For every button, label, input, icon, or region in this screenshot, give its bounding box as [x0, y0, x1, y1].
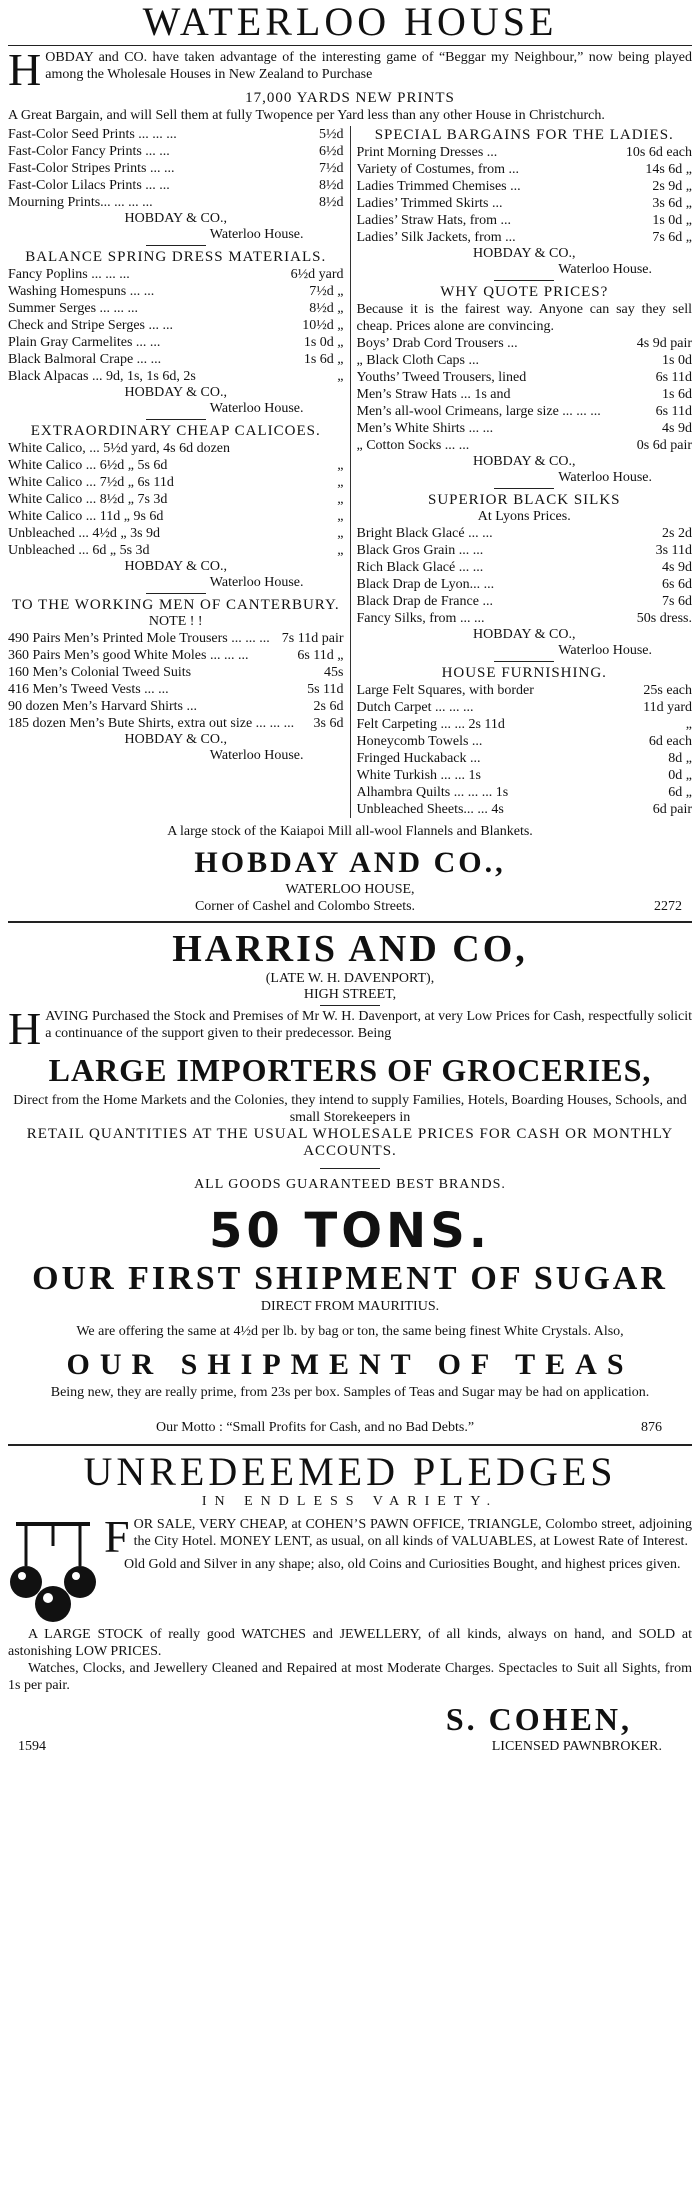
harris-dropcap: H — [8, 1003, 42, 1054]
teas-text: Being new, they are really prime, from 23s per box. Samples of Teas and Sugar may be had on application. — [50, 1385, 650, 1400]
harris-number: 876 — [641, 1420, 662, 1435]
item-description: 490 Pairs Men’s Printed Mole Trousers ... ... ... — [8, 631, 270, 646]
why-list — [357, 335, 693, 454]
item-description: Summer Serges ... ... ... — [8, 301, 139, 316]
item-description: Fancy Poplins ... ... ... — [8, 267, 130, 282]
item-description: Dutch Carpet ... ... ... — [356, 700, 474, 715]
item-description: Felt Carpeting ... ... 2s 11d — [356, 717, 505, 732]
item-description: White Calico ... 11d „ 9s 6d — [8, 509, 164, 524]
price-row — [357, 229, 693, 246]
price-row — [357, 369, 693, 386]
item-description: Unbleached Sheets... ... 4s — [356, 802, 504, 817]
price-row — [8, 681, 344, 698]
item-description: Fancy Silks, from ... ... — [356, 611, 485, 626]
item-description: „ Cotton Socks ... ... — [356, 438, 470, 453]
signature: HOBDAY & CO., — [124, 211, 227, 226]
item-price: 2s 9d „ — [652, 179, 692, 194]
item-description: Rich Black Glacé ... ... — [356, 560, 484, 575]
harris-street: HIGH STREET, — [303, 987, 397, 1002]
item-description: 90 dozen Men’s Harvard Shirts ... — [8, 699, 197, 714]
why-text: Because it is the fairest way. Anyone can say they sell cheap. Prices alone are convincing. — [356, 302, 692, 334]
item-description: 185 dozen Men’s Bute Shirts, extra out size ... ... ... — [8, 716, 295, 731]
pledges-subtitle: IN ENDLESS VARIETY. — [201, 1494, 499, 1509]
signature: HOBDAY & CO., — [124, 385, 227, 400]
special-list — [357, 144, 693, 246]
harris-advert — [8, 927, 692, 1436]
silks-sub: At Lyons Prices. — [477, 509, 571, 524]
cohen-watches: Watches, Clocks, and Jewellery Cleaned and Repaired at most Moderate Charges. Spectacles to Suit all Sights, from 1s per pair. — [8, 1661, 692, 1693]
price-row — [8, 177, 344, 194]
cohen-number: 1594 — [18, 1739, 46, 1754]
item-price: 3s 6d „ — [652, 196, 692, 211]
item-price: 2s 2d — [662, 526, 692, 541]
item-price: 0d „ — [668, 768, 692, 783]
signature: HOBDAY & CO., — [124, 559, 227, 574]
item-description: Fast-Color Seed Prints ... ... ... — [8, 127, 177, 142]
hobday-footer-house: WATERLOO HOUSE, — [285, 882, 415, 897]
waterloo-columns — [8, 126, 692, 818]
item-price: 6s 11d — [655, 370, 692, 385]
price-row — [357, 144, 693, 161]
item-price: 8½d — [319, 178, 344, 193]
item-price: 8d „ — [668, 751, 692, 766]
price-row — [8, 474, 344, 491]
item-price: „ — [337, 492, 344, 507]
pledges-title: UNREDEEMED PLEDGES — [83, 1449, 617, 1494]
item-description: Check and Stripe Serges ... ... — [8, 318, 173, 333]
price-row — [357, 576, 693, 593]
signature: HOBDAY & CO., — [124, 732, 227, 747]
harris-title: HARRIS AND CO, — [172, 928, 528, 970]
price-row — [357, 750, 693, 767]
price-row — [8, 715, 344, 732]
item-price: 4s 9d pair — [636, 336, 692, 351]
item-price: 0s 6d pair — [636, 438, 692, 453]
price-row — [8, 542, 344, 559]
item-price: 3s 6d — [313, 716, 344, 731]
price-row — [8, 283, 344, 300]
price-row — [357, 212, 693, 229]
signature: HOBDAY & CO., — [473, 627, 576, 642]
signature-house: Waterloo House. — [558, 470, 652, 485]
harris-guaranteed: ALL GOODS GUARANTEED BEST BRANDS. — [194, 1177, 506, 1192]
item-description: White Calico ... 7½d „ 6s 11d — [8, 475, 174, 490]
teas-heading: OUR SHIPMENT OF TEAS — [66, 1348, 634, 1381]
item-description: Variety of Costumes, from ... — [356, 162, 520, 177]
price-row — [357, 386, 693, 403]
price-row — [8, 194, 344, 211]
item-price: 7½d — [319, 161, 344, 176]
item-description: White Calico ... 8½d „ 7s 3d — [8, 492, 168, 507]
price-row — [357, 335, 693, 352]
calico-heading: EXTRAORDINARY CHEAP CALICOES. — [30, 423, 321, 439]
item-price: „ — [337, 369, 344, 384]
price-row — [357, 767, 693, 784]
working-list — [8, 630, 344, 732]
harris-retail: RETAIL QUANTITIES AT THE USUAL WHOLESALE PRICES FOR CASH OR MONTHLY ACCOUNTS. — [26, 1126, 674, 1159]
item-description: Black Balmoral Crape ... ... — [8, 352, 162, 367]
item-description: Washing Homespuns ... ... — [8, 284, 155, 299]
item-price: 1s 0d „ — [303, 335, 344, 350]
item-description: Ladies’ Silk Jackets, from ... — [356, 230, 516, 245]
item-description: Fast-Color Stripes Prints ... ... — [8, 161, 175, 176]
price-row — [8, 300, 344, 317]
item-description: Unbleached ... 4½d „ 3s 9d — [8, 526, 161, 541]
price-row — [357, 559, 693, 576]
item-price: 8½d — [319, 195, 344, 210]
item-description: 160 Men’s Colonial Tweed Suits — [8, 665, 192, 680]
price-row — [357, 801, 693, 818]
price-row — [357, 610, 693, 627]
item-price: 5½d — [319, 127, 344, 142]
price-row — [357, 403, 693, 420]
price-row — [357, 682, 693, 699]
item-price: „ — [685, 717, 692, 732]
item-description: Boys’ Drab Cord Trousers ... — [356, 336, 518, 351]
large-importers: LARGE IMPORTERS OF GROCERIES, — [48, 1052, 652, 1088]
price-row — [8, 351, 344, 368]
item-price: 14s 6d „ — [645, 162, 692, 177]
item-price: 6½d yard — [290, 267, 344, 282]
item-description: Honeycomb Towels ... — [356, 734, 483, 749]
waterloo-right-column — [351, 126, 693, 818]
price-row — [8, 630, 344, 647]
prints-heading: 17,000 YARDS NEW PRINTS — [245, 90, 455, 106]
harris-motto: Our Motto : “Small Profits for Cash, and no Bad Debts.” — [155, 1420, 475, 1435]
kaiapoi-line: A large stock of the Kaiapoi Mill all-wool Flannels and Blankets. — [167, 824, 533, 839]
price-row — [8, 126, 344, 143]
signature-house: Waterloo House. — [209, 575, 304, 590]
price-row — [8, 457, 344, 474]
silks-list — [357, 525, 693, 627]
item-price: 1s 0d — [662, 353, 692, 368]
item-description: „ Black Cloth Caps ... — [356, 353, 479, 368]
price-row — [357, 699, 693, 716]
item-description: Alhambra Quilts ... ... ... 1s — [356, 785, 509, 800]
calico-list — [8, 440, 344, 559]
item-price: 7s 6d „ — [652, 230, 692, 245]
hobday-footer-name: HOBDAY AND CO., — [194, 846, 506, 879]
price-row — [8, 647, 344, 664]
item-description: White Calico, ... 5½d yard, 4s 6d dozen — [8, 441, 231, 456]
item-price: 4s 9d — [662, 421, 692, 436]
silks-heading: SUPERIOR BLACK SILKS — [427, 492, 621, 508]
item-price: 1s 6d — [662, 387, 692, 402]
price-row — [8, 266, 344, 283]
item-description: Men’s Straw Hats ... 1s and — [356, 387, 511, 402]
price-row — [8, 508, 344, 525]
price-row — [8, 368, 344, 385]
signature-house: Waterloo House. — [209, 401, 304, 416]
item-description: 360 Pairs Men’s good White Moles ... ... ... — [8, 648, 249, 663]
item-price: 6s 11d „ — [297, 648, 344, 663]
price-row — [357, 784, 693, 801]
price-row — [357, 437, 693, 454]
item-price: 6d „ — [668, 785, 692, 800]
note: NOTE ! ! — [148, 614, 203, 629]
item-price: 1s 0d „ — [652, 213, 692, 228]
price-row — [357, 195, 693, 212]
signature: HOBDAY & CO., — [473, 454, 576, 469]
balance-list — [8, 266, 344, 385]
harris-intro: H AVING Purchased the Stock and Premises of Mr W. H. Davenport, at very Low Prices for Cash, respectfully solicit a continuance of the support given to their predecessor. Being — [8, 1003, 692, 1054]
harris-late: (LATE W. H. DAVENPORT), — [265, 971, 435, 986]
item-price: 45s — [324, 665, 344, 680]
price-row — [357, 542, 693, 559]
cohen-licensed: LICENSED PAWNBROKER. — [491, 1739, 662, 1754]
prints-list — [8, 126, 344, 211]
cohen-advert — [8, 1450, 692, 1755]
special-heading: SPECIAL BARGAINS FOR THE LADIES. — [374, 127, 674, 143]
item-price: 7s 11d pair — [281, 631, 344, 646]
signature: HOBDAY & CO., — [473, 246, 576, 261]
price-row — [8, 160, 344, 177]
item-price: 6s 11d — [655, 404, 692, 419]
item-price: 7½d „ — [309, 284, 344, 299]
item-price: 6½d — [319, 144, 344, 159]
item-description: Black Drap de Lyon... ... — [356, 577, 495, 592]
item-description: Ladies’ Trimmed Skirts ... — [356, 196, 503, 211]
hobday-footer-address: Corner of Cashel and Colombo Streets. — [194, 899, 416, 914]
price-row — [8, 440, 344, 457]
mauritius: DIRECT FROM MAURITIUS. — [260, 1299, 440, 1314]
item-description: Black Drap de France ... — [356, 594, 493, 609]
prints-line: A Great Bargain, and will Sell them at fully Twopence per Yard less than any other House in Christchurch. — [8, 108, 605, 123]
price-row — [8, 525, 344, 542]
item-price: „ — [337, 475, 344, 490]
item-price: 6d pair — [652, 802, 692, 817]
item-price: 2s 6d — [313, 699, 344, 714]
item-price: 11d yard — [643, 700, 692, 715]
item-description: Black Gros Grain ... ... — [356, 543, 484, 558]
item-price: 10½d „ — [302, 318, 344, 333]
item-description: Fast-Color Lilacs Prints ... ... — [8, 178, 170, 193]
item-price: „ — [337, 543, 344, 558]
item-price: 3s 11d — [655, 543, 692, 558]
price-row — [8, 317, 344, 334]
offering-text: We are offering the same at 4½d per lb. by bag or ton, the same being finest White Crystals. Also, — [76, 1324, 624, 1339]
item-description: Fringed Huckaback ... — [356, 751, 481, 766]
house-heading: HOUSE FURNISHING. — [441, 665, 607, 681]
item-price: 10s 6d each — [625, 145, 692, 160]
item-price: „ — [337, 458, 344, 473]
item-description: Ladies Trimmed Chemises ... — [356, 179, 521, 194]
item-description: Men’s all-wool Crimeans, large size ... ... ... — [356, 404, 601, 419]
item-price: 4s 9d — [662, 560, 692, 575]
cohen-intro: F OR SALE, VERY CHEAP, at COHEN’S PAWN OFFICE, TRIANGLE, Colombo street, adjoining the City Hotel. MONEY LENT, as usual, on all kinds of VALUABLES, at Lowest Rate of Interest. — [104, 1511, 692, 1562]
signature-house: Waterloo House. — [209, 227, 304, 242]
balance-heading: BALANCE SPRING DRESS MATERIALS. — [25, 249, 327, 265]
price-row — [357, 352, 693, 369]
why-heading: WHY QUOTE PRICES? — [440, 284, 609, 300]
signature-house: Waterloo House. — [558, 643, 652, 658]
signature-house: Waterloo House. — [209, 748, 304, 763]
price-row — [8, 664, 344, 681]
item-description: Large Felt Squares, with border — [356, 683, 534, 698]
price-row — [357, 716, 693, 733]
price-row — [8, 698, 344, 715]
price-row — [8, 334, 344, 351]
item-description: Bright Black Glacé ... ... — [356, 526, 493, 541]
price-row — [357, 733, 693, 750]
price-row — [357, 161, 693, 178]
cohen-name: S. COHEN, — [445, 1701, 632, 1737]
price-row — [357, 420, 693, 437]
item-description: Mourning Prints... ... ... ... — [8, 195, 153, 210]
price-row — [8, 143, 344, 160]
harris-direct: Direct from the Home Markets and the Colonies, they intend to supply Families, Hotels, Boarding Houses, Schools, and small Storekeepers in — [13, 1093, 687, 1125]
item-description: White Turkish ... ... 1s — [356, 768, 481, 783]
item-price: 8½d „ — [309, 301, 344, 316]
item-description: Youths’ Tweed Trousers, lined — [356, 370, 527, 385]
price-row — [8, 491, 344, 508]
waterloo-left-column — [8, 126, 351, 818]
item-price: 25s each — [643, 683, 692, 698]
item-description: Black Alpacas ... 9d, 1s, 1s 6d, 2s — [8, 369, 196, 384]
item-price: 6s 6d — [662, 577, 692, 592]
item-description: Ladies’ Straw Hats, from ... — [356, 213, 511, 228]
item-price: 50s dress. — [636, 611, 692, 626]
item-price: 5s 11d — [307, 682, 344, 697]
item-price: 1s 6d „ — [303, 352, 344, 367]
working-heading: TO THE WORKING MEN OF CANTERBURY. — [11, 597, 340, 613]
sugar-heading: OUR FIRST SHIPMENT OF SUGAR — [32, 1260, 668, 1297]
item-description: 416 Men’s Tweed Vests ... ... — [8, 682, 169, 697]
waterloo-title: WATERLOO HOUSE — [142, 0, 558, 44]
cohen-gold: Old Gold and Silver in any shape; also, old Coins and Curiosities Bought, and highest prices given. — [124, 1557, 681, 1572]
price-row — [357, 178, 693, 195]
item-description: Men’s White Shirts ... ... — [356, 421, 494, 436]
item-description: Unbleached ... 6d „ 5s 3d — [8, 543, 150, 558]
item-price: „ — [337, 526, 344, 541]
fifty-tons: 50 TONS. — [208, 1203, 492, 1259]
signature-house: Waterloo House. — [558, 262, 652, 277]
item-description: Fast-Color Fancy Prints ... ... — [8, 144, 170, 159]
waterloo-intro: H OBDAY and CO. have taken advantage of the interesting game of “Beggar my Neighbour,” now being played among the Wholesale Houses in New Zealand to Purchase — [8, 44, 692, 95]
waterloo-advert — [8, 0, 692, 915]
house-list — [357, 682, 693, 818]
cohen-dropcap: F — [104, 1511, 130, 1562]
waterloo-dropcap: H — [8, 44, 42, 95]
item-description: Print Morning Dresses ... — [356, 145, 498, 160]
item-description: White Calico ... 6½d „ 5s 6d — [8, 458, 168, 473]
hobday-footer-number: 2272 — [654, 899, 682, 914]
cohen-stock: A LARGE STOCK of really good WATCHES and JEWELLERY, of all kinds, always on hand, and SOLD at astonishing LOW PRICES. — [8, 1627, 692, 1659]
item-price: 7s 6d — [662, 594, 692, 609]
item-description: Plain Gray Carmelites ... ... — [8, 335, 161, 350]
item-price: „ — [337, 509, 344, 524]
item-price: 6d each — [648, 734, 692, 749]
price-row — [357, 593, 693, 610]
pawnbroker-balls-icon — [8, 1516, 98, 1626]
price-row — [357, 525, 693, 542]
